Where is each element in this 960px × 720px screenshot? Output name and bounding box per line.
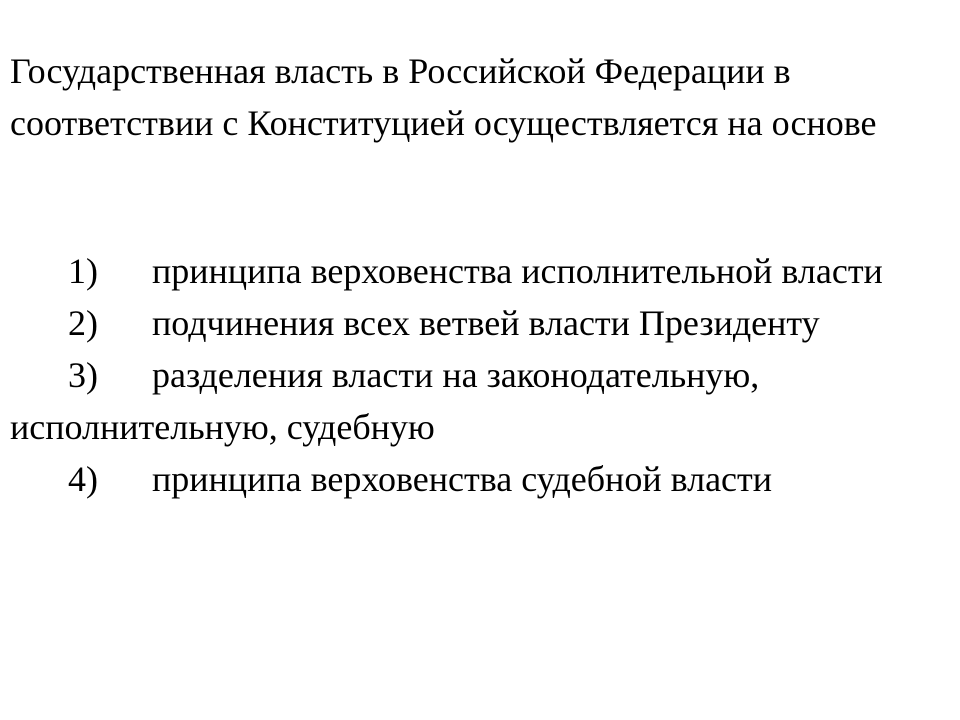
answer-option-1 [10, 245, 950, 297]
answer-option-3 [10, 349, 950, 453]
answer-list [10, 245, 950, 505]
answer-text: подчинения всех ветвей власти Президенту [152, 303, 820, 343]
answer-number: 3) [68, 355, 98, 395]
answer-option-2 [10, 297, 950, 349]
answer-text: разделения власти на законодательную, исполнительную, судебную [10, 355, 760, 447]
answer-text: принципа верховенства судебной власти [152, 459, 773, 499]
answer-number: 1) [68, 251, 98, 291]
answer-text: принципа верховенства исполнительной власти [152, 251, 883, 291]
question-text: Государственная власть в Российской Федерации в соответствии с Конституцией осуществляется на основе [10, 51, 877, 143]
answer-number: 2) [68, 303, 98, 343]
answer-number: 4) [68, 459, 98, 499]
answer-option-4 [10, 453, 950, 505]
